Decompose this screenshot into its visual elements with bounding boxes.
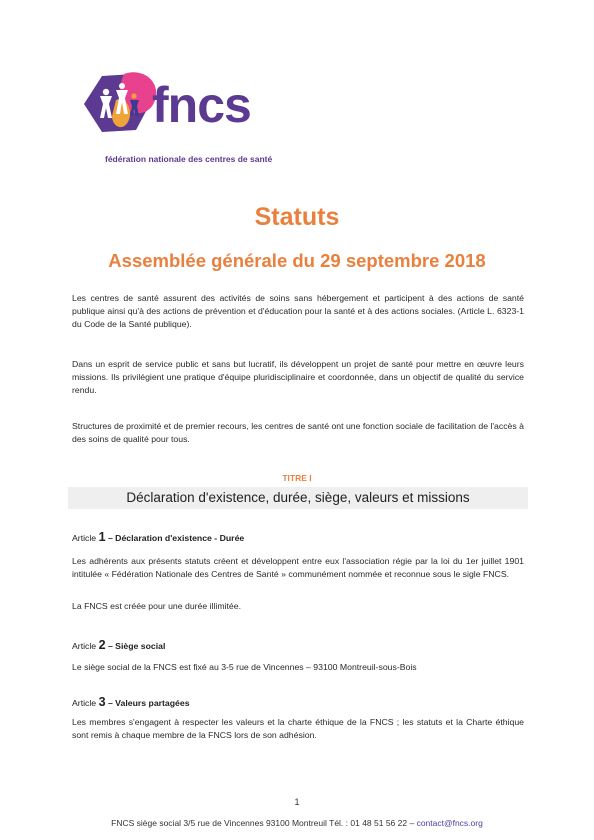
article-number: 1 <box>98 530 106 544</box>
page-number: 1 <box>294 797 300 807</box>
article-number: 3 <box>98 695 106 709</box>
article-1-paragraph-2: La FNCS est créée pour une durée illimitée. <box>72 601 242 611</box>
intro-paragraph-1: Les centres de santé assurent des activités de soins sans hébergement et participent à des actions de santé publique ainsi qu'à des actions de prévention et d'éducation pour la santé et à des actions sociales. (Article L. 6323-1 du Code de la Santé publique). <box>72 293 524 329</box>
article-title: – Siège social <box>107 641 166 651</box>
article-3-paragraph-1: Les membres s'engagent à respecter les valeurs et la charte éthique de la FNCS ; les statuts et la Charte éthique sont remis à chaque membre de la FNCS lors de son adhésion. <box>72 717 524 740</box>
article-number: 2 <box>98 638 106 652</box>
fncs-logo <box>72 70 292 170</box>
article-prefix: Article <box>72 641 97 651</box>
article-prefix: Article <box>72 533 97 543</box>
logo-wordmark: fncs <box>152 77 251 133</box>
intro-paragraph-3: Structures de proximité et de premier recours, les centres de santé ont une fonction sociale de facilitation de l'accès à des soins de qualité pour tous. <box>72 421 524 444</box>
logo-people-icon <box>72 70 162 150</box>
titre-heading: Déclaration d'existence, durée, siège, valeurs et missions <box>68 487 528 509</box>
article-title: – Valeurs partagées <box>107 698 190 708</box>
article-2-paragraph-1: Le siège social de la FNCS est fixé au 3-5 rue de Vincennes – 93100 Montreuil-sous-Bois <box>72 662 417 672</box>
titre-label: TITRE I <box>282 473 312 483</box>
article-3-heading <box>72 695 190 709</box>
intro-paragraph-2: Dans un esprit de service public et sans but lucratif, ils développent un projet de santé pour mettre en œuvre leurs missions. Ils privilégient une pratique d'équipe pluridisciplinaire et coordonnée, dans un objectif de qualité du service rendu. <box>72 359 524 395</box>
page-footer <box>0 818 594 828</box>
document-subtitle: Assemblée générale du 29 septembre 2018 <box>108 250 486 271</box>
article-title: – Déclaration d'existence - Durée <box>107 533 245 543</box>
article-1-paragraph-1: Les adhérents aux présents statuts créent et développent entre eux l'association régie par la loi du 1er juillet 1901 intitulée « Fédération Nationale des Centres de Santé » communément nommée et reconnue sous le sigle FNCS. <box>72 556 524 579</box>
document-title: Statuts <box>254 203 340 231</box>
article-1-heading <box>72 530 244 544</box>
article-prefix: Article <box>72 698 97 708</box>
footer-address: FNCS siège social 3/5 rue de Vincennes 93100 Montreuil Tél. : 01 48 51 56 22 – <box>111 818 417 828</box>
footer-email-link[interactable]: contact@fncs.org <box>416 818 483 828</box>
article-2-heading <box>72 638 165 652</box>
logo-tagline: fédération nationale des centres de santé <box>105 154 273 164</box>
